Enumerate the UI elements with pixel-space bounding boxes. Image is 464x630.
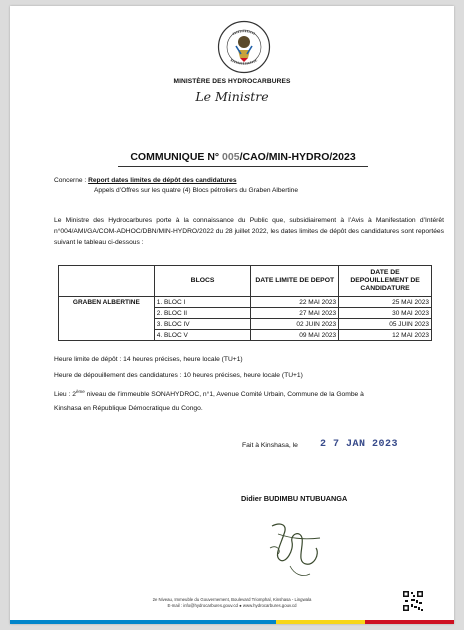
signer-name: Didier BUDIMBU NTUBUANGA [241, 494, 348, 503]
concerne-detail: Appels d’Offres sur les quatre (4) Blocs pétroliers du Graben Albertine [94, 187, 299, 194]
table-cell-bloc: 1. BLOC I [154, 297, 251, 308]
table-cell-depot: 22 MAI 2023 [251, 297, 339, 308]
lieu-line [54, 386, 446, 401]
lieu-ordinal-suffix: ème [75, 389, 85, 394]
concerne-label: Concerne : [54, 177, 87, 184]
table-cell-depot: 09 MAI 2023 [251, 330, 339, 341]
footer-address [10, 597, 454, 609]
communique-title [116, 148, 370, 166]
date-stamp: 2 7 JAN 2023 [320, 439, 399, 450]
title-underline [118, 166, 368, 167]
table-header-row [59, 266, 432, 297]
footer-line-2: E-mail : info@hydrocarbures.gouv.cd ● www.hydrocarbures.gouv.cd [167, 603, 297, 608]
table-cell-bloc: 2. BLOC II [154, 308, 251, 319]
table-header-depot: DATE LIMITE DE DEPOT [251, 266, 339, 297]
flag-color-bar [10, 620, 454, 624]
minister-title: Le Ministre [195, 89, 269, 104]
place-date-label: Fait à Kinshasa, le [242, 442, 298, 449]
table-header-empty [59, 266, 155, 297]
concerne-line [54, 177, 237, 184]
communique-prefix: COMMUNIQUE N° [130, 151, 220, 163]
communique-number: 005 [222, 151, 240, 163]
ministry-name: MINISTÈRE DES HYDROCARBURES [173, 78, 291, 85]
heure-depouillement-line: Heure de dépouillement des candidatures : 10 heures précises, heure locale (TU+1) [54, 372, 303, 379]
body-paragraph: Le Ministre des Hydrocarbures porte à la connaissance du Public que, subsidiairement à l’Avis à Manifestation d’Intérêt n°004/AMI/GA/COM-ADHOC/DBN/MIN-HYDRO/2022 du 28 juillet 2022, les dates limites de dépôt des candidatures sont reportées suivant le tableau ci-dessous : [54, 217, 444, 247]
table-cell-depot: 02 JUIN 2023 [251, 319, 339, 330]
table-header-blocs: BLOCS [154, 266, 251, 297]
coat-of-arms-seal-icon [217, 20, 271, 74]
table-cell-depouillement: 25 MAI 2023 [339, 297, 432, 308]
lieu-line-2: Kinshasa en République Démocratique du Congo. [54, 405, 203, 412]
communique-suffix: /CAO/MIN-HYDRO/2023 [239, 151, 356, 163]
table-row [59, 297, 432, 308]
flag-yellow-segment [276, 620, 365, 624]
footer-line-1: 2e Niveau, Immeuble du Gouvernement, Boulevard Triomphal, Kinshasa - Lingwala [152, 597, 312, 602]
table-header-depouillement: DATE DE DEPOUILLEMENT DE CANDIDATURE [339, 266, 432, 297]
table-cell-bloc: 3. BLOC IV [154, 319, 251, 330]
qr-code-icon [402, 590, 424, 612]
lieu-text: niveau de l’immeuble SONAHYDROC, n°1, Avenue Comité Urbain, Commune de la Gombe à [86, 391, 364, 399]
lieu-label: Lieu : [54, 391, 71, 399]
document-page [10, 6, 454, 624]
flag-blue-segment [10, 620, 276, 624]
heure-depot-line: Heure limite de dépôt : 14 heures précises, heure locale (TU+1) [54, 356, 243, 363]
lieu-ordinal: 2 [72, 391, 76, 399]
deadlines-table [58, 265, 432, 341]
table-cell-depouillement: 12 MAI 2023 [339, 330, 432, 341]
table-cell-depouillement: 05 JUIN 2023 [339, 319, 432, 330]
handwritten-signature-icon [250, 504, 340, 584]
concerne-subject: Report dates limites de dépôt des candidatures [88, 177, 237, 184]
table-cell-depot: 27 MAI 2023 [251, 308, 339, 319]
table-region-cell: GRABEN ALBERTINE [59, 297, 155, 341]
flag-red-segment [365, 620, 454, 624]
table-cell-bloc: 4. BLOC V [154, 330, 251, 341]
table-cell-depouillement: 30 MAI 2023 [339, 308, 432, 319]
